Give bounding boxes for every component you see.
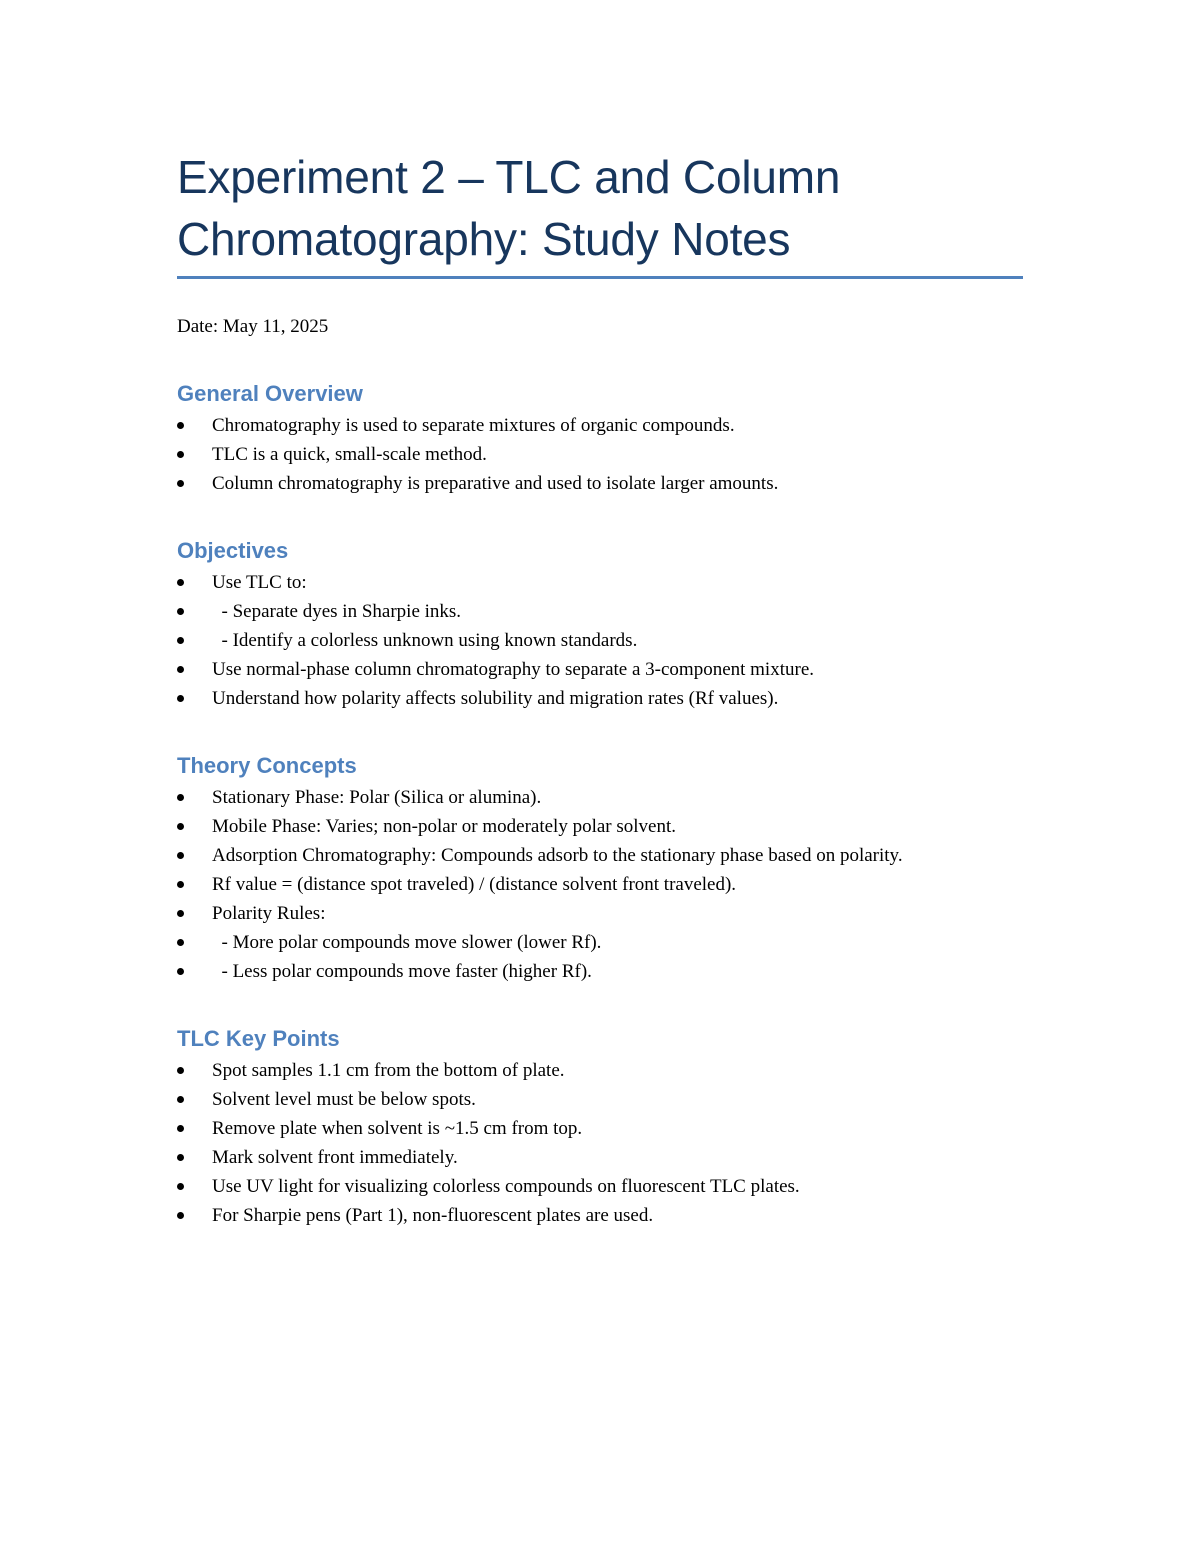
list-item [177, 1056, 972, 1085]
bullet-icon [177, 1096, 184, 1103]
list-item-text: Understand how polarity affects solubility and migration rates (Rf values). [212, 688, 779, 709]
bullet-icon [177, 695, 184, 702]
list-item-text: Remove plate when solvent is ~1.5 cm from top. [212, 1118, 583, 1139]
list-item-text: - Identify a colorless unknown using known standards. [212, 630, 638, 651]
list-item [177, 1143, 972, 1172]
list-item-text: For Sharpie pens (Part 1), non-fluorescent plates are used. [212, 1205, 654, 1226]
list-item [177, 841, 972, 870]
bullet-icon [177, 794, 184, 801]
bullet-icon [177, 823, 184, 830]
bullet-icon [177, 608, 184, 615]
list-item [177, 1114, 972, 1143]
list-item-text: Chromatography is used to separate mixtures of organic compounds. [212, 415, 735, 436]
list-item [177, 626, 972, 655]
bullet-icon [177, 480, 184, 487]
bullet-list [177, 1056, 1023, 1230]
title-underline-rule [177, 276, 1023, 279]
list-item [177, 568, 972, 597]
bullet-icon [177, 1154, 184, 1161]
bullet-icon [177, 666, 184, 673]
sections-container [177, 379, 1023, 1230]
list-item [177, 812, 972, 841]
list-item-text: Spot samples 1.1 cm from the bottom of plate. [212, 1060, 565, 1081]
list-item [177, 1172, 972, 1201]
list-item [177, 440, 972, 469]
section-heading: Theory Concepts [177, 753, 357, 778]
bullet-icon [177, 881, 184, 888]
section [177, 1024, 1023, 1230]
section [177, 379, 1023, 498]
list-item-text: - Less polar compounds move faster (higher Rf). [212, 961, 592, 982]
document-title [177, 146, 1023, 270]
bullet-icon [177, 1067, 184, 1074]
list-item-text: TLC is a quick, small-scale method. [212, 444, 487, 465]
bullet-icon [177, 968, 184, 975]
list-item-text: - More polar compounds move slower (lower Rf). [212, 932, 602, 953]
list-item [177, 957, 972, 986]
list-item [177, 411, 972, 440]
list-item-text: - Separate dyes in Sharpie inks. [212, 601, 462, 622]
document-date: Date: May 11, 2025 [177, 316, 329, 337]
list-item-text: Mark solvent front immediately. [212, 1147, 458, 1168]
bullet-list [177, 411, 1023, 498]
list-item [177, 655, 972, 684]
bullet-icon [177, 852, 184, 859]
list-item-text: Polarity Rules: [212, 903, 326, 924]
bullet-icon [177, 1183, 184, 1190]
list-item [177, 783, 972, 812]
list-item [177, 1085, 972, 1114]
list-item-text: Use UV light for visualizing colorless compounds on fluorescent TLC plates. [212, 1176, 800, 1197]
list-item [177, 928, 972, 957]
section [177, 751, 1023, 986]
list-item [177, 684, 972, 713]
list-item [177, 870, 972, 899]
bullet-icon [177, 1212, 184, 1219]
bullet-icon [177, 422, 184, 429]
list-item-text: Stationary Phase: Polar (Silica or alumina). [212, 787, 542, 808]
section-heading: TLC Key Points [177, 1026, 340, 1051]
section [177, 536, 1023, 713]
list-item-text: Adsorption Chromatography: Compounds adsorb to the stationary phase based on polarity. [212, 845, 903, 866]
bullet-icon [177, 1125, 184, 1132]
list-item-text: Rf value = (distance spot traveled) / (distance solvent front traveled). [212, 874, 737, 895]
section-heading: Objectives [177, 538, 289, 563]
bullet-list [177, 568, 1023, 713]
list-item [177, 1201, 972, 1230]
document-body [177, 146, 1023, 1230]
list-item-text: Mobile Phase: Varies; non-polar or moderately polar solvent. [212, 816, 676, 837]
list-item-text: Column chromatography is preparative and used to isolate larger amounts. [212, 473, 779, 494]
bullet-icon [177, 939, 184, 946]
bullet-icon [177, 579, 184, 586]
list-item-text: Use TLC to: [212, 572, 307, 593]
list-item [177, 899, 972, 928]
bullet-icon [177, 910, 184, 917]
list-item [177, 597, 972, 626]
section-heading: General Overview [177, 381, 363, 406]
bullet-list [177, 783, 1023, 986]
bullet-icon [177, 451, 184, 458]
document-title-line-2: Chromatography: Study Notes [177, 213, 791, 265]
list-item-text: Solvent level must be below spots. [212, 1089, 476, 1110]
bullet-icon [177, 637, 184, 644]
document-title-line-1: Experiment 2 – TLC and Column [177, 151, 841, 203]
list-item [177, 469, 972, 498]
list-item-text: Use normal-phase column chromatography to separate a 3-component mixture. [212, 659, 814, 680]
